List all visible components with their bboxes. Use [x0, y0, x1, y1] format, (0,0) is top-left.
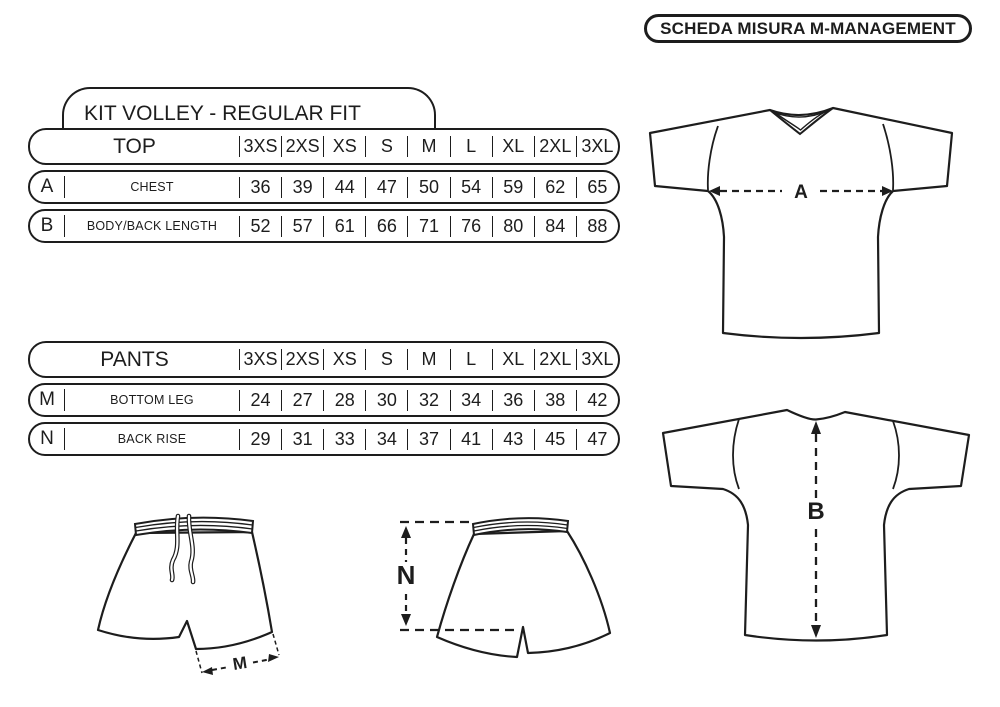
measurement-value: 29	[239, 429, 281, 450]
measurement-value: 41	[450, 429, 492, 450]
size-table-header-row	[28, 341, 620, 378]
measurement-value: 52	[239, 216, 281, 237]
measurement-value: 80	[492, 216, 534, 237]
arrowhead-right-icon	[268, 654, 279, 662]
size-column-header: 3XL	[576, 349, 618, 370]
measurement-value: 62	[534, 177, 576, 198]
measurement-value: 84	[534, 216, 576, 237]
measurement-value: 45	[534, 429, 576, 450]
jersey-front-diagram	[648, 103, 984, 359]
size-column-header: 2XS	[281, 349, 323, 370]
jersey-front-outline	[650, 108, 952, 338]
measurement-letter: B	[30, 215, 65, 237]
measurement-value: 30	[365, 390, 407, 411]
measurement-value: 34	[450, 390, 492, 411]
size-column-header: 2XL	[534, 136, 576, 157]
measurement-value: 42	[576, 390, 618, 411]
measurement-value: 36	[239, 177, 281, 198]
size-column-header: S	[365, 349, 407, 370]
size-column-header: M	[407, 349, 449, 370]
measurement-row	[28, 170, 620, 204]
pants-size-table	[28, 341, 620, 456]
size-column-header: 3XL	[576, 136, 618, 157]
table-title: TOP	[113, 134, 156, 158]
sheet-title: SCHEDA MISURA M-MANAGEMENT	[644, 14, 972, 43]
measurement-row	[28, 209, 620, 243]
measurement-letter: M	[30, 389, 65, 411]
table-title: PANTS	[100, 347, 169, 371]
size-column-header: L	[450, 349, 492, 370]
measurement-row	[28, 383, 620, 417]
size-column-header: 2XL	[534, 349, 576, 370]
measurement-value: 59	[492, 177, 534, 198]
size-column-header: XL	[492, 349, 534, 370]
arrowhead-up-icon	[401, 526, 411, 538]
jersey-back-diagram	[655, 403, 975, 648]
measurement-label: BOTTOM LEG	[110, 393, 194, 407]
size-column-header: XL	[492, 136, 534, 157]
kit-title-tab	[62, 87, 436, 128]
kit-title-label: KIT VOLLEY - REGULAR FIT	[84, 102, 361, 125]
measurement-value: 36	[492, 390, 534, 411]
measurement-value: 47	[365, 177, 407, 198]
measurement-value: 34	[365, 429, 407, 450]
measurement-value: 66	[365, 216, 407, 237]
size-table-header-row	[28, 128, 620, 165]
measurement-value: 50	[407, 177, 449, 198]
size-column-header: M	[407, 136, 449, 157]
measurement-value: 57	[281, 216, 323, 237]
shorts-back-outline	[437, 531, 610, 657]
measurement-value: 38	[534, 390, 576, 411]
top-size-table	[28, 128, 620, 243]
measure-label-a: A	[794, 182, 808, 203]
measurement-value: 32	[407, 390, 449, 411]
measurement-label: BACK RISE	[117, 432, 187, 446]
size-column-header: 3XS	[239, 349, 281, 370]
measurement-row	[28, 422, 620, 456]
size-column-header: XS	[323, 136, 365, 157]
size-column-header: 2XS	[281, 136, 323, 157]
measurement-value: 33	[323, 429, 365, 450]
measurement-value: 61	[323, 216, 365, 237]
measurement-value: 24	[239, 390, 281, 411]
shorts-front-outline	[98, 532, 272, 649]
measure-label-n: N	[396, 560, 416, 590]
measure-label-b: B	[807, 498, 825, 525]
measurement-value: 71	[407, 216, 449, 237]
measurement-value: 76	[450, 216, 492, 237]
size-column-header: 3XS	[239, 136, 281, 157]
measurement-label: CHEST	[130, 180, 174, 194]
size-column-header: S	[365, 136, 407, 157]
measurement-value: 43	[492, 429, 534, 450]
shorts-back-diagram	[388, 502, 623, 672]
arrowhead-down-icon	[401, 614, 411, 626]
measurement-value: 44	[323, 177, 365, 198]
shorts-front-diagram	[88, 500, 298, 690]
measurement-value: 65	[576, 177, 618, 198]
measurement-value: 88	[576, 216, 618, 237]
arrowhead-left-icon	[202, 667, 213, 675]
measurement-value: 39	[281, 177, 323, 198]
measurement-value: 54	[450, 177, 492, 198]
measure-label-m: M	[231, 653, 249, 674]
measurement-value: 31	[281, 429, 323, 450]
measurement-value: 37	[407, 429, 449, 450]
measurement-value: 47	[576, 429, 618, 450]
measurement-label: BODY/BACK LENGTH	[86, 219, 218, 233]
measurement-value: 27	[281, 390, 323, 411]
measurement-value: 28	[323, 390, 365, 411]
measurement-letter: A	[30, 176, 65, 198]
size-column-header: XS	[323, 349, 365, 370]
measurement-letter: N	[30, 428, 65, 450]
size-column-header: L	[450, 136, 492, 157]
